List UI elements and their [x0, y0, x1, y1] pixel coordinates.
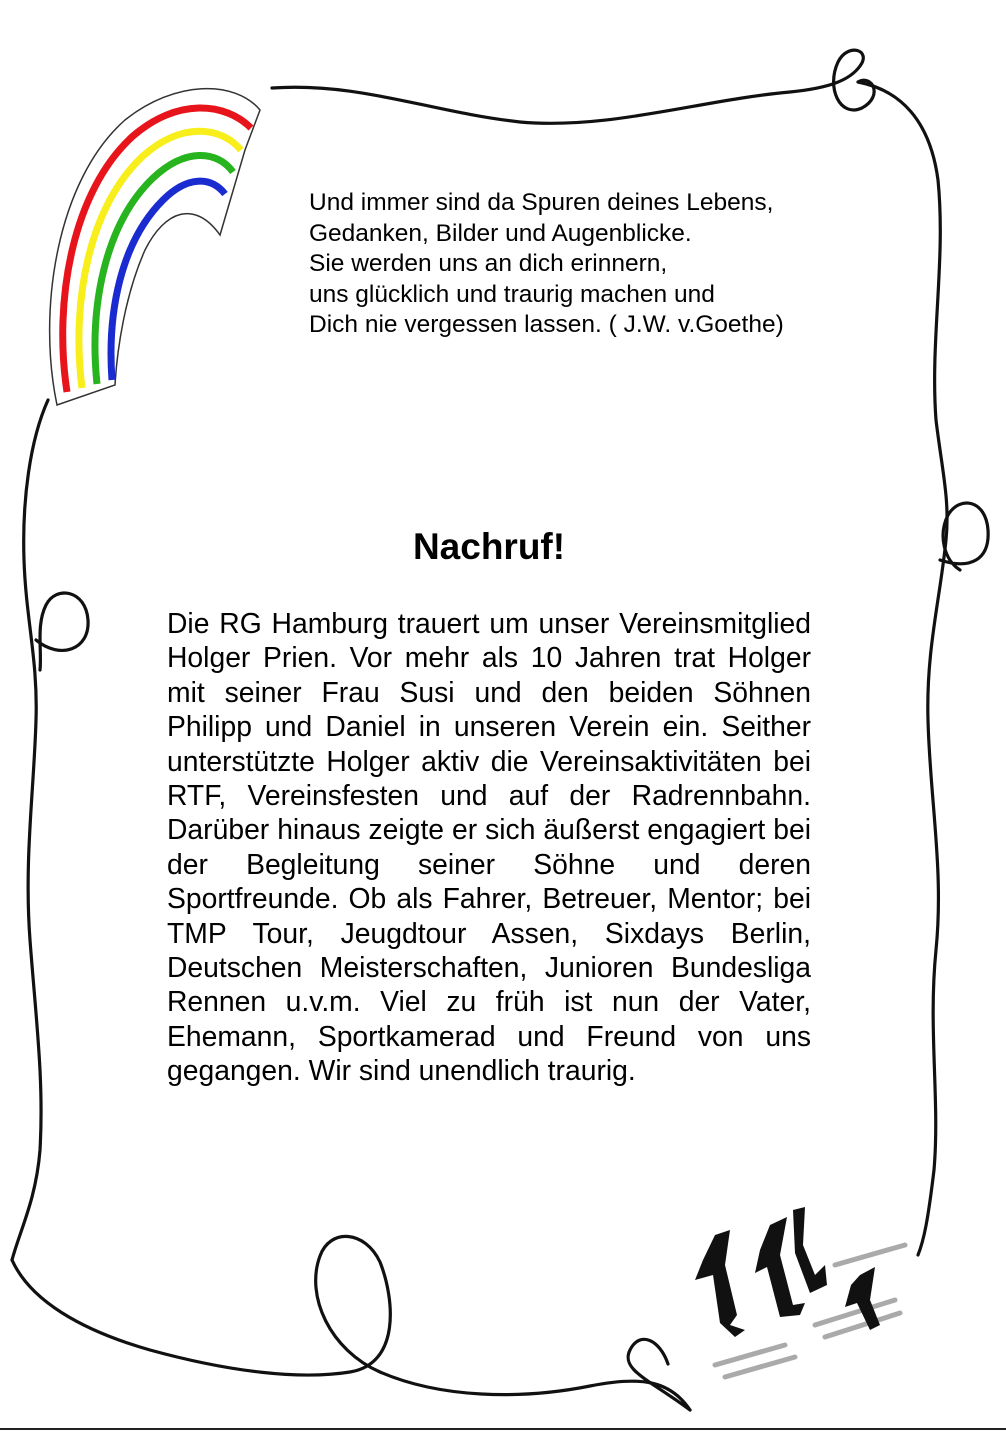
bottom-divider: [0, 1428, 1006, 1430]
poem-line: Gedanken, Bilder und Augenblicke.: [309, 219, 692, 247]
poem-line: Sie werden uns an dich erinnern,: [309, 250, 668, 278]
poem-line: uns glücklich und traurig machen und: [309, 280, 715, 308]
rainbow-icon: [45, 70, 270, 410]
cyclists-icon: [675, 1205, 915, 1390]
poem-quote: [309, 188, 869, 341]
obituary-text: Die RG Hamburg trauert um unser Vereinsmitglied Holger Prien. Vor mehr als 10 Jahren trat Holger mit seiner Frau Susi und den beiden Söhnen Philipp und Daniel in unseren Verein ein. Seither unterstützte Holger aktiv die Vereinsaktivitäten bei RTF, Vereinsfesten und auf der Radrennbahn. Darüber hinaus zeigte er sich äußerst engagiert bei der Begleitung seiner Söhne und deren Sportfreunde. Ob als Fahrer, Betreuer, Mentor; bei TMP Tour, Jeugdtour Assen, Sixdays Berlin, Deutschen Meisterschaften, Junioren Bundesliga Rennen u.v.m. Viel zu früh ist nun der Vater, Ehemann, Sportkamerad und Freund von uns gegangen. Wir sind unendlich traurig.: [167, 607, 811, 1087]
poem-line: Und immer sind da Spuren deines Lebens,: [309, 189, 774, 216]
page-title: Nachruf!: [412, 526, 566, 567]
poem-line: Dich nie vergessen lassen. ( J.W. v.Goethe): [309, 311, 784, 339]
